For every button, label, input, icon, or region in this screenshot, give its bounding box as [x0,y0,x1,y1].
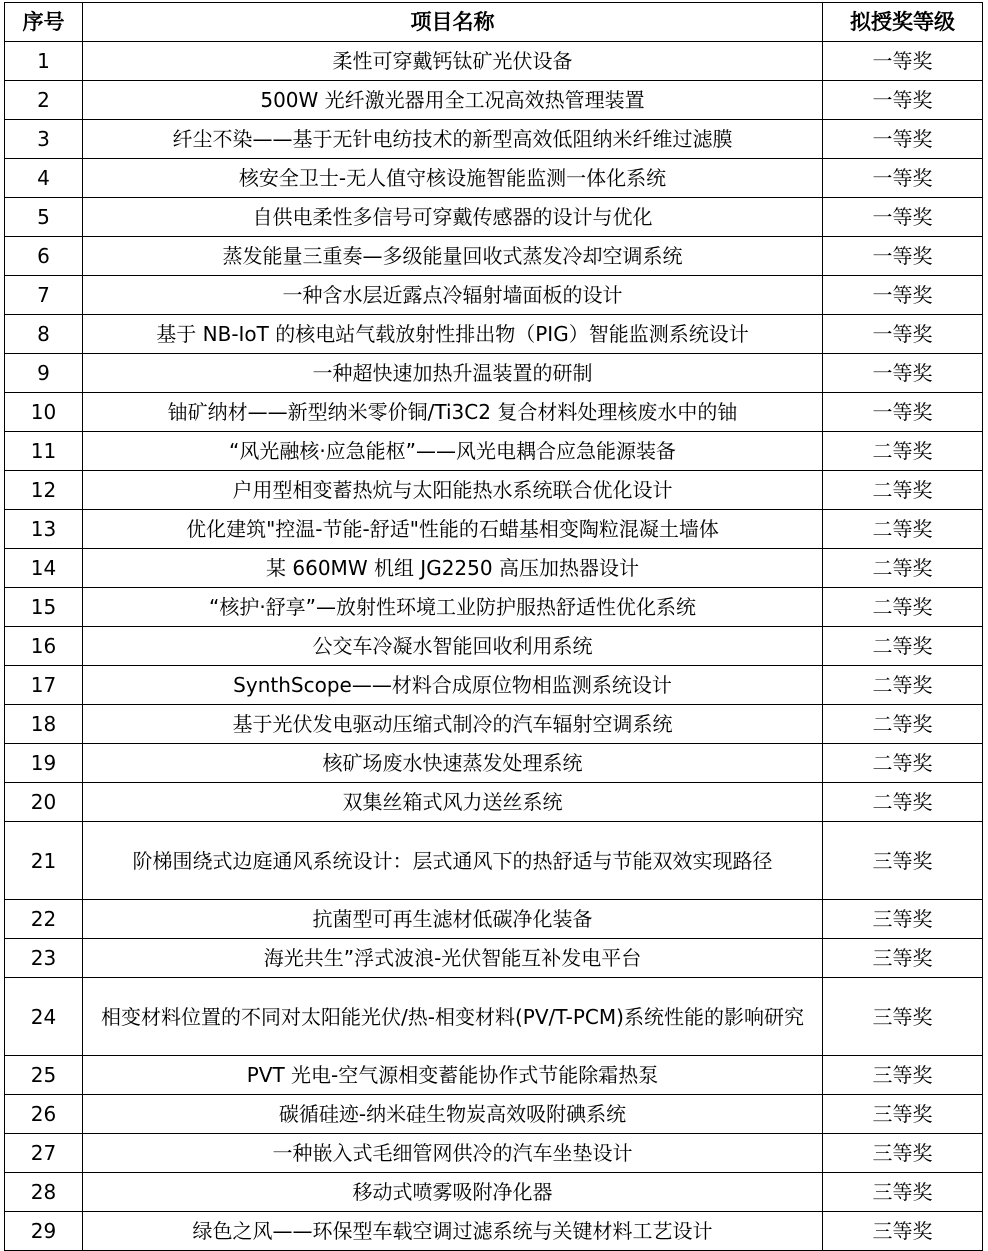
row-index: 3 [5,120,83,159]
row-award-level: 三等奖 [823,1095,983,1134]
row-award-level: 二等奖 [823,666,983,705]
row-index: 23 [5,939,83,978]
table-header [5,3,983,42]
table-row [5,783,983,822]
row-award-level: 三等奖 [823,822,983,900]
table-row [5,159,983,198]
row-award-level: 三等奖 [823,1134,983,1173]
row-project-name: PVT 光电-空气源相变蓄能协作式节能除霜热泵 [83,1056,823,1095]
row-award-level: 二等奖 [823,510,983,549]
table-row [5,549,983,588]
row-project-name: 基于 NB-IoT 的核电站气载放射性排出物（PIG）智能监测系统设计 [83,315,823,354]
awards-table [4,2,983,1251]
table-row [5,120,983,159]
row-project-name: 基于光伏发电驱动压缩式制冷的汽车辐射空调系统 [83,705,823,744]
row-index: 22 [5,900,83,939]
row-project-name: “风光融核·应急能枢”——风光电耦合应急能源装备 [83,432,823,471]
row-award-level: 一等奖 [823,393,983,432]
row-project-name: “核护·舒享”—放射性环境工业防护服热舒适性优化系统 [83,588,823,627]
table-row [5,666,983,705]
table-row [5,354,983,393]
row-award-level: 一等奖 [823,354,983,393]
row-award-level: 三等奖 [823,978,983,1056]
row-index: 20 [5,783,83,822]
table-row [5,1212,983,1251]
row-award-level: 二等奖 [823,471,983,510]
row-project-name: 核矿场废水快速蒸发处理系统 [83,744,823,783]
row-award-level: 二等奖 [823,432,983,471]
row-project-name: 移动式喷雾吸附净化器 [83,1173,823,1212]
table-row [5,81,983,120]
row-index: 29 [5,1212,83,1251]
table-row [5,1095,983,1134]
row-project-name: 自供电柔性多信号可穿戴传感器的设计与优化 [83,198,823,237]
table-row [5,1173,983,1212]
row-project-name: 优化建筑"控温-节能-舒适"性能的石蜡基相变陶粒混凝土墙体 [83,510,823,549]
row-index: 14 [5,549,83,588]
row-index: 18 [5,705,83,744]
row-award-level: 三等奖 [823,900,983,939]
table-row [5,315,983,354]
row-award-level: 三等奖 [823,1212,983,1251]
row-project-name: 柔性可穿戴钙钛矿光伏设备 [83,42,823,81]
row-index: 19 [5,744,83,783]
table-row [5,237,983,276]
row-project-name: 阶梯围绕式边庭通风系统设计：层式通风下的热舒适与节能双效实现路径 [83,822,823,900]
row-award-level: 二等奖 [823,627,983,666]
row-award-level: 三等奖 [823,939,983,978]
header-index: 序号 [5,3,83,42]
row-project-name: 户用型相变蓄热炕与太阳能热水系统联合优化设计 [83,471,823,510]
table-row [5,1056,983,1095]
row-award-level: 一等奖 [823,42,983,81]
row-project-name: 一种含水层近露点冷辐射墙面板的设计 [83,276,823,315]
row-project-name: 铀矿纳材——新型纳米零价铜/Ti3C2 复合材料处理核废水中的铀 [83,393,823,432]
row-award-level: 一等奖 [823,159,983,198]
row-index: 7 [5,276,83,315]
row-award-level: 一等奖 [823,237,983,276]
row-project-name: 公交车冷凝水智能回收利用系统 [83,627,823,666]
row-index: 28 [5,1173,83,1212]
table-row [5,822,983,900]
row-award-level: 二等奖 [823,549,983,588]
row-index: 16 [5,627,83,666]
row-project-name: SynthScope——材料合成原位物相监测系统设计 [83,666,823,705]
row-index: 26 [5,1095,83,1134]
row-project-name: 一种超快速加热升温装置的研制 [83,354,823,393]
row-index: 17 [5,666,83,705]
row-award-level: 二等奖 [823,705,983,744]
row-project-name: 海光共生”浮式波浪-光伏智能互补发电平台 [83,939,823,978]
table-row [5,978,983,1056]
row-project-name: 某 660MW 机组 JG2250 高压加热器设计 [83,549,823,588]
table-row [5,744,983,783]
row-project-name: 纤尘不染——基于无针电纺技术的新型高效低阻纳米纤维过滤膜 [83,120,823,159]
row-project-name: 蒸发能量三重奏—多级能量回收式蒸发冷却空调系统 [83,237,823,276]
row-project-name: 一种嵌入式毛细管网供冷的汽车坐垫设计 [83,1134,823,1173]
row-index: 13 [5,510,83,549]
row-project-name: 绿色之风——环保型车载空调过滤系统与关键材料工艺设计 [83,1212,823,1251]
table-row [5,198,983,237]
row-award-level: 一等奖 [823,120,983,159]
row-award-level: 三等奖 [823,1056,983,1095]
row-index: 12 [5,471,83,510]
table-row [5,510,983,549]
row-index: 11 [5,432,83,471]
row-index: 4 [5,159,83,198]
row-index: 10 [5,393,83,432]
row-award-level: 三等奖 [823,1173,983,1212]
row-project-name: 核安全卫士-无人值守核设施智能监测一体化系统 [83,159,823,198]
header-award: 拟授奖等级 [823,3,983,42]
row-index: 6 [5,237,83,276]
table-row [5,471,983,510]
row-index: 25 [5,1056,83,1095]
header-name: 项目名称 [83,3,823,42]
row-index: 24 [5,978,83,1056]
row-index: 5 [5,198,83,237]
row-project-name: 500W 光纤激光器用全工况高效热管理装置 [83,81,823,120]
table-row [5,705,983,744]
row-index: 27 [5,1134,83,1173]
table-row [5,588,983,627]
row-project-name: 相变材料位置的不同对太阳能光伏/热-相变材料(PV/T-PCM)系统性能的影响研究 [83,978,823,1056]
table-row [5,1134,983,1173]
row-award-level: 二等奖 [823,783,983,822]
row-project-name: 抗菌型可再生滤材低碳净化装备 [83,900,823,939]
row-award-level: 一等奖 [823,315,983,354]
header-row [5,3,983,42]
row-award-level: 二等奖 [823,744,983,783]
row-index: 21 [5,822,83,900]
table-row [5,276,983,315]
row-award-level: 一等奖 [823,81,983,120]
table-row [5,42,983,81]
table-row [5,432,983,471]
row-index: 15 [5,588,83,627]
table-body [5,42,983,1251]
row-award-level: 一等奖 [823,198,983,237]
row-index: 2 [5,81,83,120]
table-row [5,393,983,432]
row-project-name: 碳循硅迹-纳米硅生物炭高效吸附碘系统 [83,1095,823,1134]
row-index: 9 [5,354,83,393]
row-index: 8 [5,315,83,354]
row-award-level: 二等奖 [823,588,983,627]
table-row [5,627,983,666]
row-award-level: 一等奖 [823,276,983,315]
table-row [5,939,983,978]
row-project-name: 双集丝箱式风力送丝系统 [83,783,823,822]
table-row [5,900,983,939]
row-index: 1 [5,42,83,81]
